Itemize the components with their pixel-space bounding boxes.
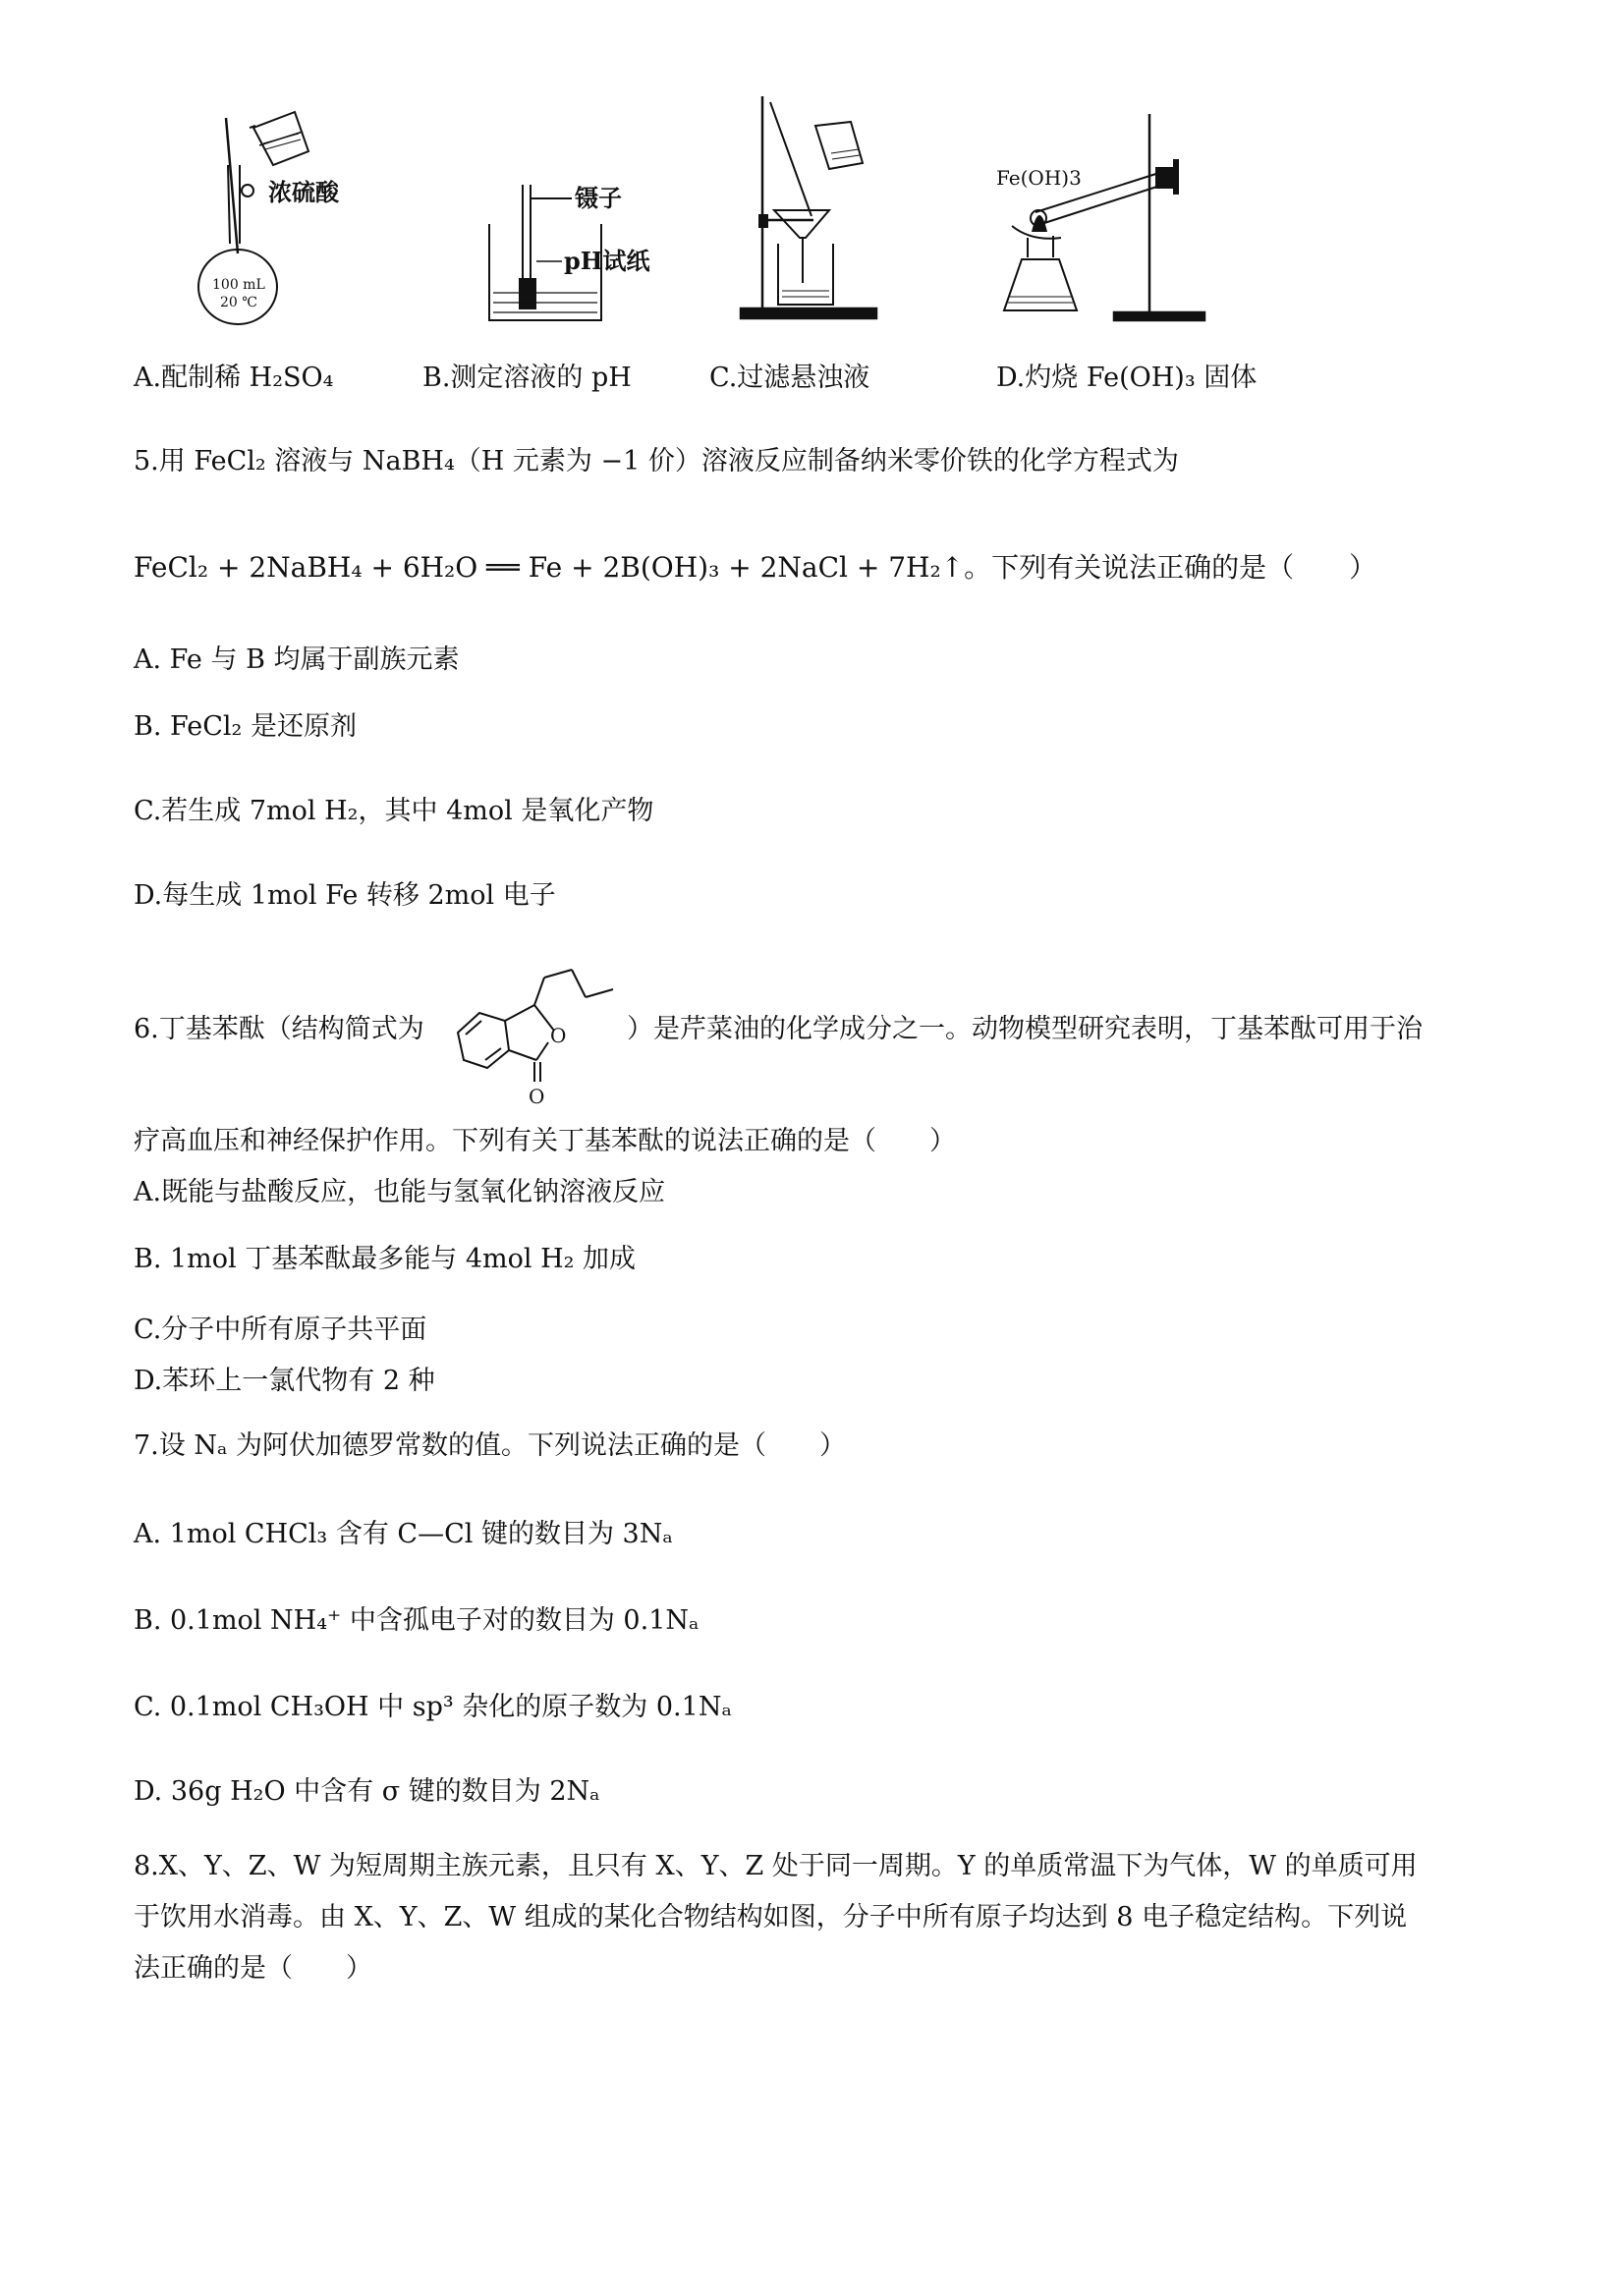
q7-option-b: B. 0.1mol NH₄⁺ 中含孤电子对的数目为 0.1Nₐ (134, 1605, 700, 1636)
q5-equation: FeCl₂ + 2NaBH₄ + 6H₂O ══ Fe + 2B(OH)₃ + 2NaCl + 7H₂↑。下列有关说法正确的是（ ） (134, 551, 1377, 584)
q6-stem-cont: 疗高血压和神经保护作用。下列有关丁基苯酞的说法正确的是（ ） (134, 1126, 956, 1156)
q6-stem-after: ）是芹菜油的化学成分之一。动物模型研究表明，丁基苯酞可用于治 (627, 1014, 1423, 1044)
figure-b-ph-test (481, 175, 678, 327)
q6-option-d: D.苯环上一氯代物有 2 种 (134, 1366, 435, 1396)
q5-stem: 5.用 FeCl₂ 溶液与 NaBH₄（H 元素为 −1 价）溶液反应制备纳米零价铁的化学方程式为 (134, 446, 1179, 476)
label-ph-paper: pH试纸 (564, 247, 650, 275)
q7-option-c: C. 0.1mol CH₃OH 中 sp³ 杂化的原子数为 0.1Nₐ (134, 1692, 732, 1722)
q4-option-b: B.测定溶液的 pH (422, 363, 632, 393)
label-flask-temp: 20 ℃ (220, 295, 257, 310)
butylphthalide-structure (438, 958, 625, 1115)
q7-option-a: A. 1mol CHCl₃ 含有 C—Cl 键的数目为 3Nₐ (134, 1519, 673, 1549)
label-flask-volume: 100 mL (212, 277, 265, 293)
q8-line-3: 法正确的是（ ） (134, 1953, 372, 1984)
figure-d-heating (992, 110, 1208, 326)
q7-stem: 7.设 Nₐ 为阿伏加德罗常数的值。下列说法正确的是（ ） (134, 1430, 846, 1461)
q6-option-a: A.既能与盐酸反应，也能与氢氧化钠溶液反应 (134, 1177, 666, 1207)
q5-option-a: A. Fe 与 B 均属于副族元素 (134, 644, 460, 675)
q6-option-c: C.分子中所有原子共平面 (134, 1315, 427, 1345)
q4-option-c: C.过滤悬浊液 (709, 363, 870, 393)
q4-option-d: D.灼烧 Fe(OH)₃ 固体 (996, 363, 1258, 393)
q6-option-b: B. 1mol 丁基苯酞最多能与 4mol H₂ 加成 (134, 1244, 637, 1274)
structure-carbonyl-oxygen: O (529, 1085, 545, 1108)
label-tweezers: 镊子 (575, 184, 622, 212)
q8-line-2: 于饮用水消毒。由 X、Y、Z、W 组成的某化合物结构如图，分子中所有原子均达到 8 电子稳定结构。下列说 (134, 1902, 1408, 1932)
q8-line-1: 8.X、Y、Z、W 为短周期主族元素，且只有 X、Y、Z 处于同一周期。Y 的单质常温下为气体，W 的单质可用 (134, 1851, 1418, 1881)
figure-c-filtration (735, 90, 892, 326)
q4-option-a: A.配制稀 H₂SO₄ (134, 363, 334, 393)
q5-option-d: D.每生成 1mol Fe 转移 2mol 电子 (134, 880, 556, 911)
q7-option-d: D. 36g H₂O 中含有 σ 键的数目为 2Nₐ (134, 1776, 600, 1807)
structure-ring-oxygen: O (550, 1024, 567, 1047)
label-fe-oh-3: Fe(OH)3 (996, 166, 1082, 190)
q5-option-c: C.若生成 7mol H₂，其中 4mol 是氧化产物 (134, 796, 654, 826)
figure-a-volumetric-flask (187, 106, 364, 327)
q6-stem-before: 6.丁基苯酞（结构简式为 (134, 1014, 424, 1044)
label-conc-sulfuric-acid: 浓硫酸 (268, 178, 339, 206)
q5-option-b: B. FeCl₂ 是还原剂 (134, 711, 357, 742)
